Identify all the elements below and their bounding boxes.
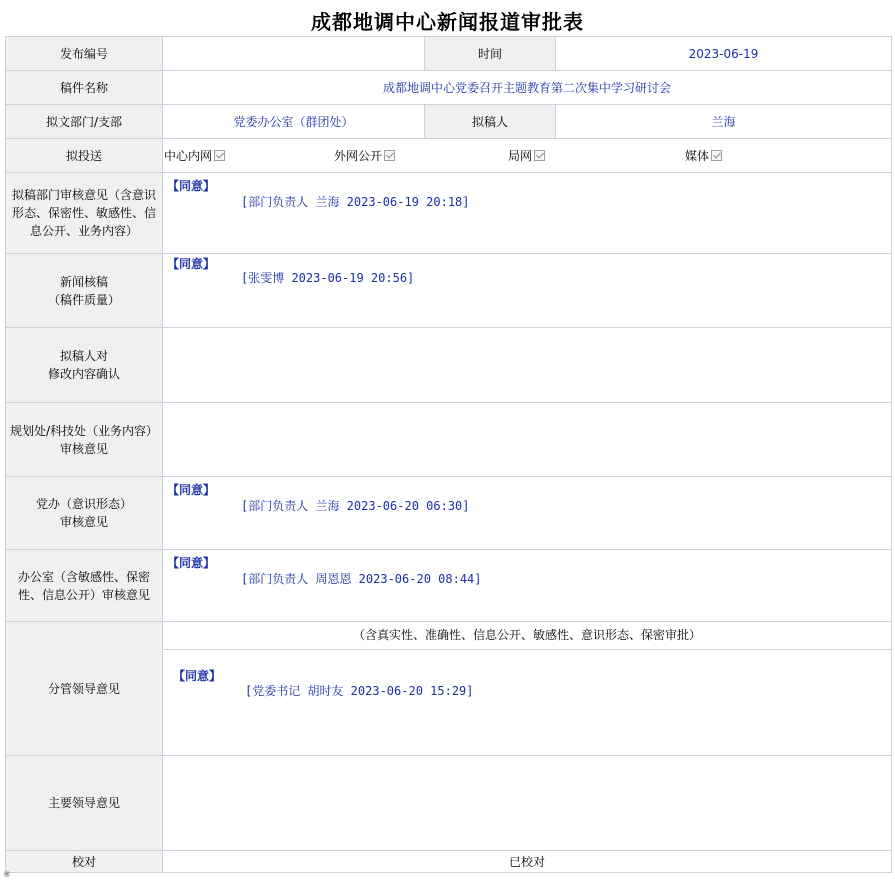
channel-intranet-label: 中心内网 (164, 149, 213, 163)
news-review-label-line2: （稿件质量） (47, 292, 120, 307)
channel-public-web-label: 外网公开 (334, 149, 383, 163)
footer-mark: ※ (3, 870, 11, 880)
channel-bureau-net-checkbox[interactable] (534, 150, 545, 161)
author-label: 拟稿人 (425, 105, 556, 139)
dept-review-label: 拟稿部门审核意见（含意识形态、保密性、敏感性、信息公开、业务内容） (6, 173, 163, 254)
author-confirm-label-line2: 修改内容确认 (47, 367, 120, 381)
row-dept (6, 105, 892, 139)
dept-value: 党委办公室（群团处） (163, 105, 425, 139)
time-value: 2023-06-19 (556, 37, 892, 71)
dept-review-signature: [部门负责人 兰海 2023-06-19 20:18] (241, 195, 470, 209)
leader-sub-note: （含真实性、准确性、信息公开、敏感性、意识形态、保密审批） (163, 622, 891, 650)
leader-tag: 【同意】 (173, 669, 222, 683)
row-news-review (6, 254, 892, 328)
leader-signature: [党委书记 胡时友 2023-06-20 15:29] (245, 684, 474, 698)
row-dept-review (6, 173, 892, 254)
planning-label-line1: 规划处/科技处（业务内容） (9, 423, 159, 438)
time-label: 时间 (425, 37, 556, 71)
party-office-signature: [部门负责人 兰海 2023-06-20 06:30] (241, 499, 470, 513)
leader-label: 分管领导意见 (6, 622, 163, 756)
author-confirm-label-line1: 拟稿人对 (59, 349, 108, 363)
channel-media-label: 媒体 (685, 149, 710, 163)
manuscript-name-value: 成都地调中心党委召开主题教育第二次集中学习研讨会 (163, 71, 892, 105)
row-office (6, 550, 892, 622)
planning-content (163, 403, 892, 477)
news-review-signature: [张雯博 2023-06-19 20:56] (241, 271, 415, 285)
row-party-office (6, 477, 892, 550)
author-confirm-label (6, 328, 163, 403)
channel-media-checkbox[interactable] (711, 150, 722, 161)
publish-number-label: 发布编号 (6, 37, 163, 71)
dept-review-tag: 【同意】 (167, 179, 216, 193)
manuscript-name-label: 稿件名称 (6, 71, 163, 105)
approval-form-table (5, 36, 892, 873)
dept-label: 拟文部门/支部 (6, 105, 163, 139)
row-manuscript (6, 71, 892, 105)
channel-bureau-net[interactable] (508, 147, 685, 164)
channel-public-web[interactable] (334, 147, 508, 164)
row-publish (6, 37, 892, 71)
main-leader-content (163, 756, 892, 851)
party-office-tag: 【同意】 (167, 483, 216, 497)
planning-label (6, 403, 163, 477)
channel-public-web-checkbox[interactable] (384, 150, 395, 161)
party-office-label-line1: 党办（意识形态） (35, 497, 132, 511)
author-confirm-content (163, 328, 892, 403)
news-review-label-line1: 新闻核稿 (59, 274, 108, 289)
row-leader (6, 622, 892, 756)
publish-number-value (163, 37, 425, 71)
channel-media[interactable] (685, 147, 722, 164)
main-leader-label: 主要领导意见 (6, 756, 163, 851)
channel-intranet[interactable] (164, 147, 334, 164)
row-author-confirm (6, 328, 892, 403)
office-tag: 【同意】 (167, 556, 216, 570)
row-main-leader (6, 756, 892, 851)
planning-label-line2: 审核意见 (59, 441, 108, 456)
office-label: 办公室（含敏感性、保密性、信息公开）审核意见 (6, 550, 163, 622)
row-planning (6, 403, 892, 477)
channels-label: 拟投送 (6, 139, 163, 173)
row-check (6, 851, 892, 873)
page-title: 成都地调中心新闻报道审批表 (311, 10, 584, 34)
party-office-label (6, 477, 163, 550)
check-label: 校对 (6, 851, 163, 873)
news-review-label (6, 254, 163, 328)
office-signature: [部门负责人 周恩恩 2023-06-20 08:44] (241, 572, 482, 586)
author-value: 兰海 (556, 105, 892, 139)
channel-bureau-net-label: 局网 (508, 149, 533, 163)
row-channels (6, 139, 892, 173)
party-office-label-line2: 审核意见 (59, 515, 108, 529)
channel-intranet-checkbox[interactable] (214, 150, 225, 161)
channel-checkbox-group (164, 147, 891, 164)
check-value: 已校对 (163, 851, 892, 873)
news-review-tag: 【同意】 (167, 257, 216, 271)
